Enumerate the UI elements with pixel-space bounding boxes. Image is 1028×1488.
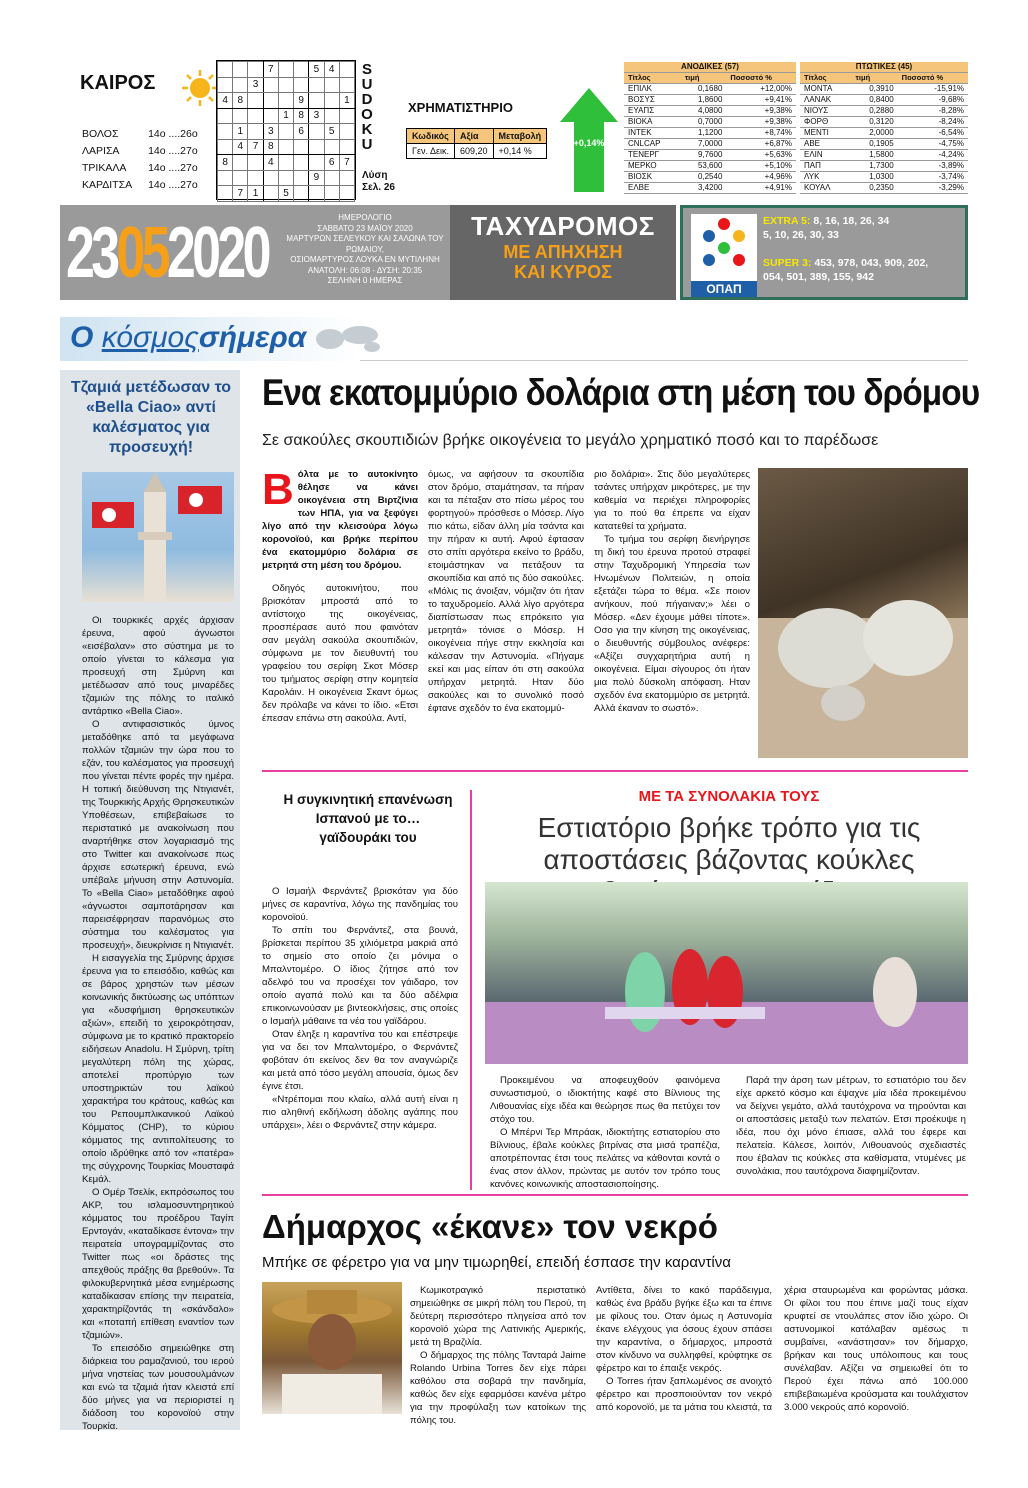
- calendar-info: [280, 213, 450, 287]
- restaurant-mannequins-photo: [485, 882, 968, 1064]
- paragraph: όμως, να αφήσουν τα σκουπίδια στον δρόμο, σταμάτησαν, τα πήραν και τα πέταξαν στο πίσω μέρος του φορτηγού» πρόσθεσε ο Μόσερ. Λίγο πιο κάτω, είδαν άλλη μία τσάντα και την πήραν κι αυτή. Αφού έφτασαν στο σπίτι αργότερα εκείνο το βράδυ, ετοιμάστηκαν να πετάξουν τα σκουπίδια και από τις δύο σακούλες. «Μόλις τις άνοιξαν, νόμιζαν ότι ήταν το ταχυδρομείο. Αλλά λίγο αργότερα διαπίστωσαν πως επρόκειτο για μετρητά» τόνισε ο Μόσερ. Η οικογένεια πήγε στην εκκλησία και κάλεσαν την Αστυνομία. «Πήγαμε εκεί και μας είπαν ότι στη σακούλα υπήρχαν μετρητά. Ηταν δύο σακούλες και το συνολικό ποσό έφτανε σχεδόν το ένα εκατομμύ-: [428, 469, 584, 714]
- paragraph: χέρια σταυρωμένα και φορώντας μάσκα. Οι φίλοι του που έπινε μαζί τους είχαν κρυφτεί σε ντουλάπες στον ίδιο χώρο. Οι αστυνομικοί κατάλαβαν αμέσως τι συμβαίνει, «ανάστησαν» τον δήμαρχο, βρήκαν και τους υπόλοιπους και τους συνέλαβαν. Αξίζει να σημειωθεί ότι το Περού έχει πάνω από 100.000 επιβεβαιωμένα κρούσματα και τουλάχιστον 3.000 νεκρούς από κορονοϊό.: [784, 1285, 968, 1413]
- sudoku-cell: 9: [294, 93, 309, 109]
- sudoku-cell: [294, 170, 309, 186]
- sudoku-cell: 7: [233, 186, 248, 202]
- ticker-change: +9,38%: [726, 117, 796, 128]
- calendar-line: ΜΑΡΤΥΡΩΝ ΣΕΛΕΥΚΟΥ ΚΑΙ ΣΑΛΩΝΑ ΤΟΥ ΡΩΜΑΙΟΥ,: [286, 234, 444, 254]
- article-column: [784, 1284, 968, 1414]
- opap-numbers: [763, 214, 928, 284]
- ticker-price: 0,7000: [681, 117, 727, 128]
- ticker-symbol: CNLCAP: [624, 139, 681, 150]
- sudoku-cell: [309, 77, 324, 93]
- ticker-row: [800, 150, 968, 161]
- sidebar-story: [60, 370, 240, 1430]
- sudoku-cell: [324, 108, 339, 124]
- ticker-symbol: ΜΕΝΤΙ: [800, 128, 852, 139]
- sudoku-cell: [263, 77, 278, 93]
- ticker-price: 1,7300: [852, 161, 898, 172]
- sudoku-cell: [309, 155, 324, 171]
- ticker-price: 9,7600: [681, 150, 727, 161]
- sudoku-cell: [248, 155, 263, 171]
- ticker-row: [624, 172, 796, 183]
- sudoku-cell: [218, 108, 233, 124]
- super-label: SUPER 3:: [763, 257, 812, 269]
- ticker-symbol: ΒΙΟΣΚ: [624, 172, 681, 183]
- ticker-price: 0,1905: [852, 139, 898, 150]
- ticker-symbol: ΤΕΝΕΡΓ: [624, 150, 681, 161]
- story2-headline: Η συγκινητική επανένωση Ισπανού με το… γαϊδουράκι του: [283, 792, 453, 845]
- ticker-row: [800, 117, 968, 128]
- paragraph: «Ντρέπομαι που κλαίω, αλλά αυτή είναι η πιο αληθινή εκδήλωση άδολης αγάπης που υπάρχει», λέει ο Φερνάντεζ στην κάμερα.: [262, 1094, 458, 1131]
- sudoku-cell: 6: [324, 155, 339, 171]
- sudoku-cell: [339, 186, 354, 202]
- sudoku-cell: [233, 62, 248, 78]
- sudoku-cell: [339, 108, 354, 124]
- banner-kosmos: κόσμος: [101, 321, 199, 354]
- sudoku-cell: [278, 124, 293, 140]
- ticker-row: [800, 95, 968, 106]
- sudoku-label: [360, 62, 374, 152]
- calendar-line: ΟΣΙΟΜΑΡΤΥΡΟΣ ΛΟΥΚΑ ΕΝ ΜΥΤΙΛΗΝΗ: [290, 255, 440, 264]
- sudoku-cell: [294, 77, 309, 93]
- drop-cap: Β: [262, 465, 294, 514]
- ticker-row: [800, 106, 968, 117]
- col-header: Τίτλος: [624, 73, 681, 84]
- sudoku-cell: [324, 93, 339, 109]
- banner-o: Ο: [70, 321, 94, 354]
- stock-title: ΧΡΗΜΑΤΙΣΤΗΡΙΟ: [408, 100, 513, 115]
- column-divider: [470, 790, 472, 1190]
- sudoku-cell: [248, 108, 263, 124]
- up-arrow-icon: [560, 88, 618, 192]
- ticker-change: +9,41%: [726, 95, 796, 106]
- sudoku-cell: 9: [309, 170, 324, 186]
- sudoku-cell: [233, 77, 248, 93]
- sudoku-cell: [339, 62, 354, 78]
- sudoku-cell: 7: [248, 139, 263, 155]
- ticker-symbol: ΚΟΥΑΛ: [800, 183, 852, 194]
- sudoku-cell: 4: [218, 93, 233, 109]
- sudoku-cell: [218, 124, 233, 140]
- sudoku-cell: 5: [309, 62, 324, 78]
- calendar-line: ΣΕΛΗΝΗ 0 ΗΜΕΡΑΣ: [327, 276, 403, 285]
- sudoku-cell: [278, 155, 293, 171]
- weather-row: [82, 178, 212, 193]
- sudoku-cell: [309, 124, 324, 140]
- ticker-row: [624, 150, 796, 161]
- date-band: [60, 205, 450, 300]
- opap-results: [680, 205, 968, 300]
- ticker-symbol: ΠΑΠ: [800, 161, 852, 172]
- city-temp: 14ο ....27ο: [148, 145, 198, 157]
- main-subheadline: Σε σακούλες σκουπιδιών βρήκε οικογένεια το μεγάλο χρηματικό ποσό και το παρέδωσε: [262, 432, 879, 449]
- ticker-symbol: ΒΟΣΥΣ: [624, 95, 681, 106]
- sudoku-solution-ref: [362, 170, 395, 194]
- ticker-price: 0,2880: [852, 106, 898, 117]
- ticker-row: [624, 84, 796, 95]
- tachydromos-promo: [450, 205, 676, 300]
- paragraph: Κωμικοτραγικό περιστατικό σημειώθηκε σε μικρή πόλη του Περού, τη δεύτερη περισσότερο πληγείσα από τον κορονοϊό χώρα της Λατινικής Αμερικής, μετά τη Βραζιλία.: [410, 1285, 586, 1348]
- paragraph: Αντίθετα, δίνει το κακό παράδειγμα, καθώς ένα βράδυ βγήκε έξω και τα έπινε με φίλους του. Οταν όμως η Αστυνομία έκανε ελέγχους για όσους έχουν σπάσει την καραντίνα, ο δήμαρχος, μπροστά στον κίνδυνο να συλληφθεί, κρύφτηκε σε φέρετρο και το έπαιξε νεκρός.: [596, 1285, 772, 1374]
- ticker-row: [800, 183, 968, 194]
- section-divider: [262, 1194, 968, 1196]
- solution-label: Λύση: [362, 170, 388, 181]
- ticker-change: +6,87%: [726, 139, 796, 150]
- paragraph: Οδηγός αυτοκινήτου, που βρισκόταν μπροστά από το αντίστοιχο της οικογένειας, προσπέρασε αυτό που φαινόταν σαν μεγάλη σακούλα σκουπιδιών, σύμφωνα με τον διευθυντή του γραφείου του σερίφη Σκοτ Μόσερ του τμήματος σερίφη στην κομητεία Καρολάιν. Η οικογένεια Σκαντ όμως δεν πρόλαβε να κάνει το ίδιο. «Ετσι έπεσαν επάνω στη σακούλα. Αντί,: [262, 583, 418, 724]
- ticker-symbol: ΛΥΚ: [800, 172, 852, 183]
- sudoku-cell: [233, 108, 248, 124]
- ticker-change: +4,96%: [726, 172, 796, 183]
- paragraph: Οταν έληξε η καραντίνα του και επέστρεψε για να δει τον Μπαλντομέρο, ο Φερνάντεζ φοβόταν ότι εκείνος δεν θα τον αναγνώριζε και μετά από τόσο μεγάλη απουσία, όμως δεν έγινε έτσι.: [262, 1029, 458, 1092]
- ticker-price: 1,0300: [852, 172, 898, 183]
- col-header: Μεταβολή: [493, 129, 547, 144]
- sudoku-cell: [324, 170, 339, 186]
- sudoku-cell: [339, 124, 354, 140]
- weather-box: [60, 60, 220, 190]
- ticker-row: [624, 183, 796, 194]
- sudoku-cell: [339, 77, 354, 93]
- ticker-row: [624, 95, 796, 106]
- sudoku-cell: [218, 170, 233, 186]
- sudoku-cell: 8: [263, 139, 278, 155]
- sidebar-headline: Τζαμιά μετέδωσαν το «Bella Ciao» αντί καλέσματος για προσευχή!: [70, 379, 232, 456]
- sudoku-cell: [233, 170, 248, 186]
- weather-row: [82, 144, 212, 159]
- sudoku-letter: O: [361, 106, 373, 123]
- ticker-symbol: ΕΥΑΠΣ: [624, 106, 681, 117]
- sudoku-cell: [218, 77, 233, 93]
- ticker-row: [800, 172, 968, 183]
- extra-numbers: 5, 10, 26, 30, 33: [763, 229, 839, 241]
- sudoku-cell: 8: [218, 155, 233, 171]
- gainers-table: [624, 62, 796, 194]
- sudoku-cell: 1: [248, 186, 263, 202]
- promo-line: ΚΑΙ ΚΥΡΟΣ: [514, 262, 612, 282]
- opap-logo-icon: [691, 214, 757, 276]
- ticker-row: [624, 117, 796, 128]
- ticker-change: +9,38%: [726, 106, 796, 117]
- super-numbers: 054, 501, 389, 155, 942: [763, 271, 874, 283]
- ticker-row: [624, 128, 796, 139]
- paragraph: Οι τουρκικές αρχές άρχισαν έρευνα, αφού άγνωστοι «εισέβαλαν» στο σύστημα με το οποίο γίνεται το κάλεσμα για προσευχή στη Σμύρνη και μετέδωσαν από τους μιναρέδες τζαμιών της πόλης το ιταλικό αντάρτικο «Bella Ciao».: [82, 615, 234, 717]
- date-year: 2020: [166, 213, 268, 293]
- ticker-change: -9,68%: [898, 95, 968, 106]
- calendar-line: ΑΝΑΤΟΛΗ: 06:08 - ΔΥΣΗ: 20:35: [307, 265, 423, 275]
- paragraph: Ο αντιφασιστικός ύμνος μεταδόθηκε από τα μεγάφωνα πολλών τζαμιών την ώρα που το εζάν, του καλέσματος για προσευχή που γίνεται πέντε φορές την ημέρα. Η τοπική διεύθυνση της Ντιγιανέτ, της Τουρκικής Αρχής Θρησκευτικών Υποθέσεων, επιβεβαίωσε το περιστατικό με ανακοίνωση που αναρτήθηκε στον λογαριασμό της στο Twitter και ανακοίνωσε πως άρχισε εσωτερική έρευνα, ενώ υπέβαλε μήνυση στην Αστυνομία. Το «Bella Ciao» μεταδόθηκε αφού «άγνωστοι σαμποτάρησαν και παρεισέφρησαν παρανόμως στο σύστημα του καλέσματος για προσευχή», διευκρίνισε η Ντιγιανέτ.: [82, 719, 234, 951]
- stock-index-table: [406, 128, 547, 159]
- ticker-symbol: ΒΙΟΚΑ: [624, 117, 681, 128]
- sudoku-cell: [324, 77, 339, 93]
- sudoku-cell: [278, 62, 293, 78]
- section-title: [70, 321, 306, 355]
- paragraph: Παρά την άρση των μέτρων, το εστιατόριο του δεν είχε αρκετό κόσμο και έψαχνε μία ιδέα προκειμένου να δείχνει γεμάτο, αλλά ταυτόχρονα να τηρούνται και οι αποστάσεις μεταξύ των πελατών. Ετσι προέκυψε η ιδέα, που όχι μόνο έπιασε, αλλά του έφερε και πελατεία. Κάλεσε, λοιπόν, Λιθουανούς σχεδιαστές που έβαλαν τις κούκλες στα καθίσματα, ντυμένες με συνολάκια, που ταυτόχρονα διαφημίζονταν.: [736, 1075, 966, 1177]
- sudoku-cell: 7: [263, 62, 278, 78]
- sudoku-cell: [263, 108, 278, 124]
- sudoku-grid: [216, 60, 356, 200]
- ticker-change: +8,74%: [726, 128, 796, 139]
- sudoku-letter: U: [361, 76, 373, 93]
- city-temp: 14ο ....27ο: [148, 179, 198, 191]
- sudoku-cell: [278, 93, 293, 109]
- sudoku-letter: D: [361, 91, 373, 108]
- ticker-row: [624, 161, 796, 172]
- promo-line: ΜΕ ΑΠΗΧΗΣΗ: [503, 242, 623, 262]
- sudoku-cell: 8: [233, 93, 248, 109]
- ticker-symbol: ΕΛΙΝ: [800, 150, 852, 161]
- section-banner: [60, 317, 968, 361]
- sudoku-cell: [218, 186, 233, 202]
- city-name: ΒΟΛΟΣ: [82, 128, 119, 140]
- sudoku-cell: [263, 186, 278, 202]
- sudoku-cell: 7: [339, 155, 354, 171]
- sudoku-cell: [339, 139, 354, 155]
- sudoku-cell: 6: [294, 124, 309, 140]
- sudoku-letter: U: [361, 136, 373, 153]
- ticker-price: 3,4200: [681, 183, 727, 194]
- opap-logo: [691, 214, 757, 294]
- paragraph: Το επεισόδιο σημειώθηκε στη διάρκεια του ραμαζανιού, του ιερού μήνα νηστείας των μουσουλμάνων και ενώ τα τζαμιά ήταν κλειστά επί δύο μήνες για να περιοριστεί η διάδοση του κορονοϊού στην Τουρκία.: [82, 1343, 234, 1432]
- ticker-change: -3,29%: [898, 183, 968, 194]
- losers-table: [800, 62, 968, 194]
- sudoku-cell: [278, 77, 293, 93]
- sudoku-cell: 1: [233, 124, 248, 140]
- sudoku-cell: [233, 155, 248, 171]
- ticker-change: -8,28%: [898, 106, 968, 117]
- sudoku-cell: [248, 62, 263, 78]
- article-column: [262, 465, 418, 725]
- article-column: [596, 1284, 772, 1414]
- date-month: 05: [116, 213, 167, 293]
- article-column: [410, 1284, 586, 1427]
- ticker-change: -3,89%: [898, 161, 968, 172]
- article-column: [736, 1074, 966, 1178]
- sudoku-cell: [309, 93, 324, 109]
- sudoku-cell: [309, 186, 324, 202]
- ticker-price: 0,3910: [852, 84, 898, 95]
- sudoku-cell: 1: [278, 108, 293, 124]
- article-column: [594, 468, 750, 715]
- sudoku-cell: 4: [263, 155, 278, 171]
- sudoku-cell: 8: [294, 108, 309, 124]
- arrow-label: +0,14%: [573, 138, 605, 148]
- sudoku-cell: [278, 139, 293, 155]
- city-temp: 14ο ....26ο: [148, 128, 198, 140]
- sudoku-cell: [324, 186, 339, 202]
- paragraph: Ο δήμαρχος της πόλης Τανταρά Jaime Rolando Urbina Torres δεν είχε πάρει καθόλου στα σοβαρά την πανδημία, καθώς δεν είχε εφαρμόσει κανένα μέτρο για την προφύλαξη των κατοίκων της πόλης του.: [410, 1350, 586, 1426]
- ticker-symbol: ΦΟΡΘ: [800, 117, 852, 128]
- index-change: +0,14 %: [493, 144, 547, 159]
- ticker-symbol: ΕΛΒΕ: [624, 183, 681, 194]
- opap-logo-text: ΟΠΑΠ: [691, 281, 757, 297]
- city-name: ΤΡΙΚΑΛΑ: [82, 162, 127, 174]
- sudoku-cell: [248, 93, 263, 109]
- city-temp: 14ο ....27ο: [148, 162, 198, 174]
- sidebar-body: [82, 614, 234, 1433]
- paragraph: Προκειμένου να αποφευχθούν φαινόμενα συνωστισμού, ο ιδιοκτήτης καφέ στο Βίλνιους της Λιθουανίας είχε ιδέα και θεώρησε πως θα πετύχει τον στόχο του.: [490, 1075, 720, 1125]
- col-header: Κωδικός: [407, 129, 455, 144]
- ticker-symbol: ΜΟΝΤΑ: [800, 84, 852, 95]
- ticker-price: 0,3120: [852, 117, 898, 128]
- ticker-price: 1,5800: [852, 150, 898, 161]
- ticker-change: -3,74%: [898, 172, 968, 183]
- paragraph: Το σπίτι του Φερνάντεζ, στα βουνά, βρίσκεται περίπου 35 χιλιόμετρα μακριά από το σημείο στο οποίο ζει μόνιμα ο Μπαλντομέρο. Ο ίδιος ζήτησε από τον αδελφό του να προσέχει τον γάιδαρο, τον οποίο αγαπά πολύ και τα δύο αδέλφια επικοινωνούσαν με βιντεοκλήσεις, στις οποίες ο Ισμαήλ μάθαινε τα νέα του γαϊδάρου.: [262, 925, 458, 1027]
- paragraph: Η εισαγγελία της Σμύρνης άρχισε έρευνα για το επεισόδιο, καθώς και σε βάρος χρηστών των μέσων κοινωνικής δικτύωσης ως υπόπτων για «δυσφήμιση θρησκευτικών αξιών», επειδή το χειροκρότησαν, σύμφωνα με το κρατικό πρακτορείο ειδήσεων Anadolu. Η Σμύρνη, τρίτη μεγαλύτερη πόλη της χώρας, αποτελεί προπύργιο των υποστηρικτών του λαϊκού χαρακτήρα του κράτους, καθώς και του Ρεπουμπλικανικού Λαϊκού Κόμματος (CHP), το κύριου κόμματος της αντιπολίτευσης το οποίο ιδρύθηκε από τον «πατέρα» της σύγχρονης Τουρκίας Μουσταφά Κεμάλ.: [82, 953, 234, 1185]
- losers-title: ΠΤΩΤΙΚΕΣ (45): [800, 62, 968, 73]
- extra-label: EXTRA 5:: [763, 215, 811, 227]
- ticker-change: +12,00%: [726, 84, 796, 95]
- sudoku-cell: [294, 62, 309, 78]
- ticker-price: 0,2540: [681, 172, 727, 183]
- ticker-symbol: ΙΝΤΕΚ: [624, 128, 681, 139]
- story3-kicker: ΜΕ ΤΑ ΣΥΝΟΛΑΚΙΑ ΤΟΥΣ: [638, 788, 820, 805]
- index-value: 609,20: [455, 144, 494, 159]
- paragraph: Ο Torres ήταν ξαπλωμένος σε ανοιχτό φέρετρο και προσποιούνταν τον νεκρό από κορονοϊό, με τα μάτια του κλειστά, τα: [596, 1376, 773, 1413]
- ticker-price: 53,600: [681, 161, 727, 172]
- weather-row: [82, 127, 212, 142]
- paragraph: ριο δολάρια». Στις δύο μεγαλύτερες τσάντες υπήρχαν μικρότερες, με την καθεμία να περιέχει πληροφορίες για το πού θα έπρεπε να είχαν κατατεθεί τα χρήματα.: [594, 469, 750, 532]
- ticker-change: -4,75%: [898, 139, 968, 150]
- ticker-change: +5,10%: [726, 161, 796, 172]
- story4-subheadline: Μπήκε σε φέρετρο για να μην τιμωρηθεί, επειδή έσπασε την καραντίνα: [262, 1254, 731, 1271]
- col-header: Αξία: [455, 129, 494, 144]
- ticker-price: 1,1200: [681, 128, 727, 139]
- ticker-price: 2,0000: [852, 128, 898, 139]
- ticker-symbol: ΛΑΝΑΚ: [800, 95, 852, 106]
- ticker-change: -15,91%: [898, 84, 968, 95]
- ticker-row: [800, 84, 968, 95]
- sudoku-cell: [294, 139, 309, 155]
- ticker-price: 4,0800: [681, 106, 727, 117]
- weather-table: [80, 125, 214, 195]
- calendar-line: ΣΑΒΒΑΤΟ 23 ΜΑΪΟΥ 2020: [317, 223, 413, 233]
- col-header: τιμή: [681, 73, 727, 84]
- ticker-symbol: ΕΠΙΛΚ: [624, 84, 681, 95]
- sudoku-cell: [248, 124, 263, 140]
- paragraph: Το τμήμα του σερίφη διενήργησε τη δική του έρευνα προτού στραφεί στην Ταχυδρομική Υπηρεσία των Ηνωμένων Πολιτειών, η οποία εξετάζει τώρα το θέμα. «Σε ποιον ανήκουν, πού πήγαιναν;» λέει ο Μόσερ. «Δεν έχουμε μάθει τίποτε». Οσο για την κίνηση της οικογένειας, ο διευθυντής σύμβουλος ανέφερε: «Αξίζει συγχαρητήρια αυτή η οικογένεια. Είμαι σίγουρος ότι ήταν μια πολύ δύσκολη απόφαση. Ηταν σχεδόν ένα εκατομμύριο σε μετρητά. Αλλά έκαναν το σωστό».: [594, 534, 750, 714]
- promo-title: ΤΑΧΥΔΡΟΜΟΣ: [471, 211, 655, 241]
- solution-page: Σελ. 26: [362, 182, 395, 193]
- col-header: Τίτλος: [800, 73, 852, 84]
- paragraph: Ο Ισμαήλ Φερνάντεζ βρισκόταν για δύο μήνες σε καραντίνα, λόγω της πανδημίας του κορονοϊού.: [262, 886, 458, 923]
- sudoku-cell: 4: [324, 62, 339, 78]
- super-numbers: 453, 978, 043, 909, 202,: [814, 257, 929, 269]
- weather-row: [82, 161, 212, 176]
- col-header: τιμή: [852, 73, 898, 84]
- section-divider: [262, 770, 968, 772]
- sudoku-cell: [218, 62, 233, 78]
- sudoku-cell: [294, 155, 309, 171]
- extra-numbers: 8, 16, 18, 26, 34: [813, 215, 890, 227]
- big-date: [66, 211, 268, 295]
- weather-title: ΚΑΙΡΟΣ: [80, 72, 156, 94]
- mayor-photo: [262, 1282, 402, 1414]
- sudoku-cell: [294, 186, 309, 202]
- ticker-price: 1,8600: [681, 95, 727, 106]
- lead-text: όλτα με το αυτοκίνητο θέλησε να κάνει οικογένεια στη Βιρτζίνια των ΗΠΑ, για να ξεφύγει λίγο από την κλεισούρα λόγω κορονοϊού, και βρήκε περίπου ένα εκατομμύριο δολάρια σε μετρητά στη μέση του δρόμου.: [262, 469, 418, 571]
- ticker-symbol: ΑΒΕ: [800, 139, 852, 150]
- sudoku-cell: 1: [339, 93, 354, 109]
- sudoku-cell: 4: [233, 139, 248, 155]
- sudoku-cell: 5: [278, 186, 293, 202]
- minaret-photo: [82, 472, 234, 602]
- ticker-row: [800, 139, 968, 150]
- sudoku-cell: [263, 93, 278, 109]
- ticker-row: [624, 106, 796, 117]
- ticker-row: [800, 161, 968, 172]
- ticker-change: -4,24%: [898, 150, 968, 161]
- sudoku-cell: 5: [324, 124, 339, 140]
- sudoku-cell: [339, 170, 354, 186]
- story2-body: [262, 885, 458, 1132]
- col-header: Ποσοστό %: [726, 73, 796, 84]
- sudoku-cell: 3: [248, 77, 263, 93]
- ticker-change: -8,24%: [898, 117, 968, 128]
- city-name: ΛΑΡΙΣΑ: [82, 145, 120, 157]
- sudoku-letter: K: [361, 121, 373, 138]
- money-bags-photo: [758, 468, 968, 758]
- banner-simera: σήμερα: [198, 321, 307, 354]
- ticker-price: 7,0000: [681, 139, 727, 150]
- sudoku-cell: [218, 139, 233, 155]
- sudoku-cell: [324, 139, 339, 155]
- ticker-price: 0,2350: [852, 183, 898, 194]
- sudoku-cell: 3: [263, 124, 278, 140]
- world-map-icon: [310, 321, 390, 357]
- ticker-symbol: ΜΕΡΚΟ: [624, 161, 681, 172]
- paragraph: Ο Μπέρνι Τερ Μπράακ, ιδιοκτήτης εστιατορίου στο Βίλνιους, έβαλε κούκλες βιτρίνας στα μισά τραπέζια, αποτρέποντας έτσι τους πελάτες να κάθονται κοντά ο ένας στον άλλον, πρώντας με αυτόν τον τρόπο τους κανόνες κοινωνικής αποστασιοποίησης.: [490, 1127, 720, 1190]
- story4-headline: Δήμαρχος «έκανε» τον νεκρό: [262, 1208, 718, 1245]
- sudoku-cell: [278, 170, 293, 186]
- ticker-change: +4,91%: [726, 183, 796, 194]
- sudoku-cell: [309, 139, 324, 155]
- gainers-title: ΑΝΟΔΙΚΕΣ (57): [624, 62, 796, 73]
- ticker-row: [624, 139, 796, 150]
- date-day: 23: [66, 213, 117, 293]
- col-header: Ποσοστό %: [898, 73, 968, 84]
- calendar-title: ΗΜΕΡΟΛΟΓΙΟ: [338, 213, 392, 222]
- ticker-row: [800, 128, 968, 139]
- ticker-symbol: ΝΙΟΥΣ: [800, 106, 852, 117]
- index-name: Γεν. Δεικ.: [407, 144, 455, 159]
- main-headline: Ενα εκατομμύριο δολάρια στη μέση του δρόμου: [262, 372, 980, 413]
- article-column: [428, 468, 584, 715]
- ticker-price: 0,1680: [681, 84, 727, 95]
- ticker-change: -6,54%: [898, 128, 968, 139]
- paragraph: Ο Ομέρ Τσελίκ, εκπρόσωπος του AKP, του ισλαμοσυντηρητικού κόμματος του προέδρου Ταγίπ Ερντογάν, «καταδίκασε έντονα» την πειρατεία υπογραμμίζοντας στο Twitter πως «οι δράστες της απεχθούς πράξης θα βρεθούν». Τα φιλοκυβερνητικά μέσα ενημέρωσης καταδίκασαν επίσης την πειρατεία, χαρακτηρίζοντάς τη «σκάνδαλο» και «ποταπή επίθεση εναντίον των τζαμιών».: [82, 1187, 234, 1341]
- story3-headline: Εστιατόριο βρήκε τρόπο για τις αποστάσεις βάζοντας κούκλες: [537, 812, 921, 875]
- sudoku-cell: [248, 170, 263, 186]
- sudoku-letter: S: [361, 61, 372, 78]
- sudoku-cell: 3: [309, 108, 324, 124]
- sun-icon: [180, 68, 220, 108]
- city-name: ΚΑΡΔΙΤΣΑ: [82, 179, 133, 191]
- ticker-price: 0,8400: [852, 95, 898, 106]
- sudoku-cell: [263, 170, 278, 186]
- ticker-change: +5,63%: [726, 150, 796, 161]
- article-column: [490, 1074, 720, 1191]
